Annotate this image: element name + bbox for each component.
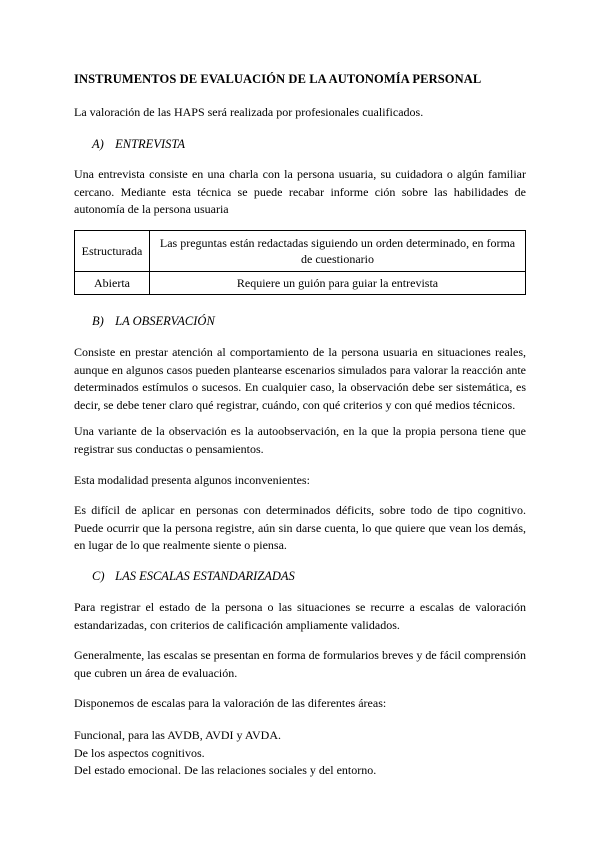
intro-paragraph: La valoración de las HAPS será realizada por profesionales cualificados.	[74, 105, 424, 119]
section-title: LAS ESCALAS ESTANDARIZADAS	[115, 569, 295, 583]
section-heading-a	[92, 137, 185, 152]
section-title: ENTREVISTA	[115, 137, 186, 151]
areas-list	[74, 727, 526, 780]
table-cell-type: Estructurada	[75, 231, 150, 272]
paragraph: Consiste en prestar atención al comportamiento de la persona usuaria en situaciones reales, aunque en algunos casos pueden plantearse escenarios simulados para valorar la reacción ante determinados estímulos o sucesos. En cualquier caso, la observación debe ser sistemática, es decir, se debe tener claro qué registrar, cuándo, con qué criterios y con qué medios técnicos.	[74, 345, 526, 412]
paragraph: Una entrevista consiste en una charla con la persona usuaria, su cuidadora o algún familiar cercano. Mediante esta técnica se puede recabar informe ción sobre las habilidades de autonomía de la persona usuaria	[74, 167, 526, 216]
table-row	[75, 231, 526, 272]
section-letter: A)	[92, 137, 104, 151]
table-cell-description: Las preguntas están redactadas siguiendo un orden determinado, en forma de cuestionario	[150, 231, 526, 272]
paragraph: Generalmente, las escalas se presentan en forma de formularios breves y de fácil comprensión que cubren un área de evaluación.	[74, 648, 526, 680]
section-heading-c	[92, 569, 295, 584]
list-item: Del estado emocional. De las relaciones sociales y del entorno.	[74, 763, 377, 777]
section-letter: B)	[92, 314, 104, 328]
list-item: Funcional, para las AVDB, AVDI y AVDA.	[74, 728, 282, 742]
section-letter: C)	[92, 569, 105, 583]
paragraph: Disponemos de escalas para la valoración de las diferentes áreas:	[74, 696, 387, 710]
page-title: INSTRUMENTOS DE EVALUACIÓN DE LA AUTONOMÍA PERSONAL	[74, 72, 482, 86]
section-title: LA OBSERVACIÓN	[115, 314, 215, 328]
paragraph: Una variante de la observación es la autoobservación, en la que la propia persona tiene que registrar sus conductas o pensamientos.	[74, 424, 526, 456]
table-cell-description: Requiere un guión para guiar la entrevista	[150, 272, 526, 295]
table-row	[75, 272, 526, 295]
table-cell-type: Abierta	[75, 272, 150, 295]
list-item: De los aspectos cognitivos.	[74, 745, 205, 760]
paragraph: Esta modalidad presenta algunos inconvenientes:	[74, 473, 310, 487]
section-heading-b	[92, 314, 215, 329]
paragraph: Es difícil de aplicar en personas con determinados déficits, sobre todo de tipo cognitivo. Puede ocurrir que la persona registre, aún sin darse cuenta, lo que quiere que vean los demás, en lugar de lo que realmente siente o piensa.	[74, 503, 526, 552]
paragraph: Para registrar el estado de la persona o las situaciones se recurre a escalas de valoración estandarizadas, con criterios de calificación ampliamente validados.	[74, 600, 526, 632]
interview-types-table	[74, 230, 526, 295]
